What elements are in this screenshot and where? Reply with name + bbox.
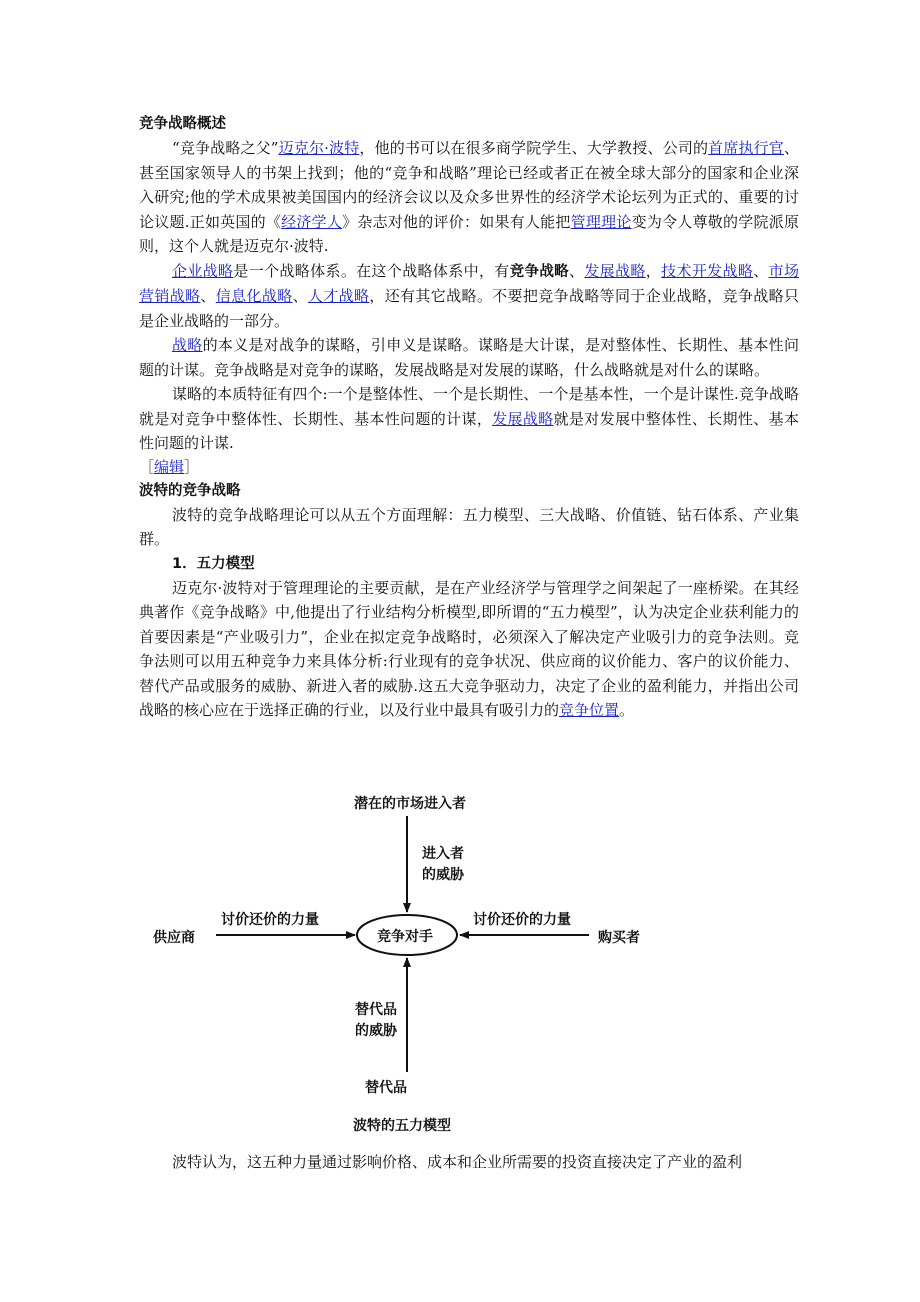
label-substitute-threat-1: 替代品 [355, 1002, 397, 1018]
paragraph-five-forces: 迈克尔·波特对于管理理论的主要贡献，是在产业经济学与管理学之间架起了一座桥梁。在其经典著作《竞争战略》中,他提出了行业结构分析模型,即所谓的“五力模型”，认为决定企业获利能力的首要因素是“产业吸引力”，企业在拟定竞争战略时，必须深入了解决定产业吸引力的竞争法则。竞争法则可以用五种竞争力来具体分析:行业现有的竞争状况、供应商的议价能力、客户的议价能力、替代产品或服务的威胁、新进入者的威胁.这五大竞争驱动力，决定了企业的盈利能力，并指出公司战略的核心应在于选择正确的行业，以及行业中最具有吸引力的竞争位置。 [139, 578, 799, 719]
label-substitute-threat-2: 的威胁 [355, 1023, 397, 1039]
link-economist[interactable]: 经济学人 [281, 212, 343, 231]
link-information-strategy[interactable]: 信息化战略 [215, 287, 293, 305]
section-heading-porter: 波特的竞争战略 [139, 482, 241, 499]
label-rivals: 竞争对手 [377, 929, 433, 945]
figure-caption: 波特的五力模型 [353, 1118, 451, 1134]
document-body [139, 112, 799, 723]
link-development-strategy-2[interactable]: 发展战略 [492, 409, 554, 428]
label-buyer-bargaining: 讨价还价的力量 [473, 912, 571, 928]
link-development-strategy[interactable]: 发展战略 [584, 261, 646, 280]
subheading-five-forces: 1．五力模型 [172, 555, 255, 572]
edit-section: ［编辑］ [139, 457, 200, 476]
five-forces-diagram [139, 782, 659, 1137]
link-marketing-strategy[interactable]: 市场营销战略 [139, 261, 799, 305]
five-forces-svg [139, 782, 659, 1137]
link-ceo[interactable]: 首席执行官 [708, 139, 784, 157]
link-strategy[interactable]: 战略 [172, 336, 203, 354]
trailing-text [139, 1150, 799, 1175]
label-entrant-threat-1: 进入者 [422, 846, 464, 862]
edit-link[interactable]: 编辑 [154, 457, 185, 476]
label-potential-entrants: 潜在的市场进入者 [354, 796, 466, 812]
paragraph-porter-theory: 波特的竞争战略理论可以从五个方面理解：五力模型、三大战略、价值链、钻石体系、产业集群。 [139, 505, 799, 548]
label-suppliers: 供应商 [153, 930, 195, 946]
section-heading-overview: 竞争战略概述 [139, 116, 226, 132]
paragraph-porter-intro: “竞争战略之父”迈克尔·波特，他的书可以在很多商学院学生、大学教授、公司的首席执行官、甚至国家领导人的书架上找到；他的“竞争和战略”理论已经或者正在被全球大部分的国家和企业深入研究;他的学术成果被美国国内的经济会议以及众多世界性的经济学术论坛列为正式的、重要的讨论议题.正如英国的《经济学人》杂志对他的评价：如果有人能把管理理论变为令人尊敬的学院派原则，这个人就是迈克尔·波特. [139, 139, 799, 255]
label-buyers: 购买者 [598, 930, 640, 946]
label-supplier-bargaining: 讨价还价的力量 [221, 912, 319, 928]
paragraph-strategy-features: 谋略的本质特征有四个:一个是整体性、一个是长期性、一个是基本性，一个是计谋性.竞争战略就是对竞争中整体性、长期性、基本性问题的计谋，发展战略就是对发展中整体性、长期性、基本性问题的计谋. [139, 385, 799, 452]
link-michael-porter[interactable]: 迈克尔·波特 [278, 139, 360, 157]
paragraph-five-forces-conclusion: 波特认为，这五种力量通过影响价格、成本和企业所需要的投资直接决定了产业的盈利 [172, 1153, 743, 1171]
link-enterprise-strategy[interactable]: 企业战略 [172, 261, 234, 280]
link-tech-strategy[interactable]: 技术开发战略 [661, 261, 754, 280]
link-management-theory[interactable]: 管理理论 [570, 212, 632, 231]
link-talent-strategy[interactable]: 人才战略 [307, 287, 370, 305]
label-substitutes: 替代品 [365, 1080, 407, 1096]
paragraph-enterprise-strategy: 企业战略是一个战略体系。在这个战略体系中，有竞争战略、发展战略，技术开发战略、市场营销战略、信息化战略、人才战略，还有其它战略。不要把竞争战略等同于企业战略，竞争战略只是企业战略的一部分。 [139, 261, 799, 330]
label-entrant-threat-2: 的威胁 [422, 867, 464, 883]
link-competitive-position[interactable]: 竞争位置 [559, 701, 620, 719]
paragraph-strategy-meaning: 战略的本义是对战争的谋略，引申义是谋略。谋略是大计谋，是对整体性、长期性、基本性问题的计谋。竞争战略是对竞争的谋略，发展战略是对发展的谋略，什么战略就是对什么的谋略。 [139, 336, 799, 379]
